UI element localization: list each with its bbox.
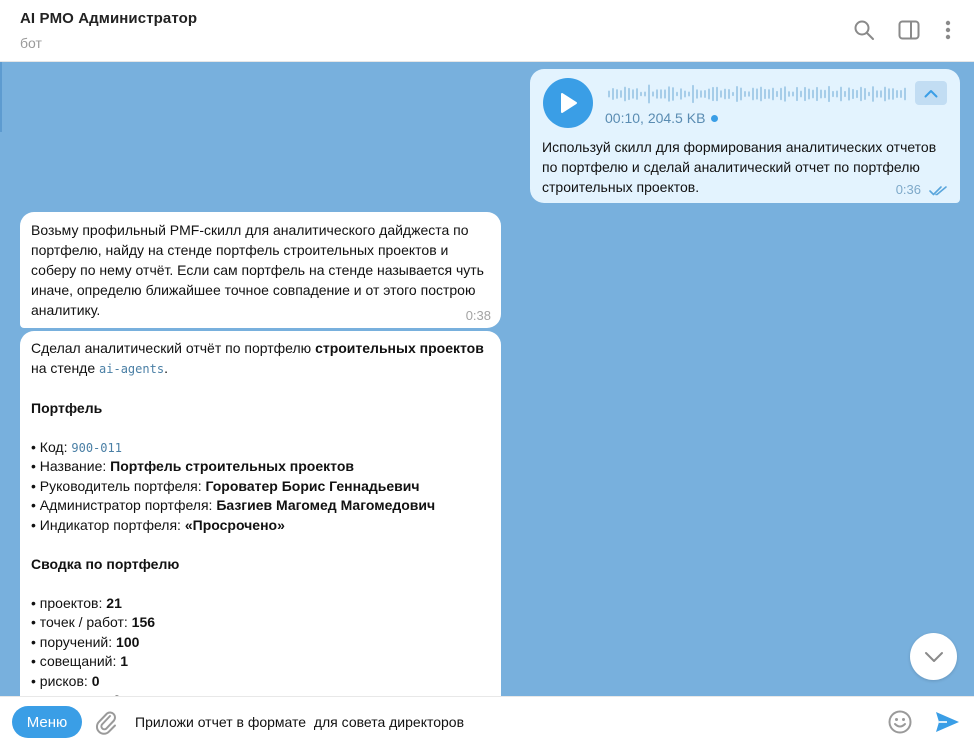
row-label: • Индикатор портфеля: [31,516,185,533]
row-value: Портфель строительных проектов [110,458,354,474]
row-value: 1 [120,653,129,669]
summary-heading-text: Сводка по портфелю [31,555,180,572]
waveform-bar [856,90,858,98]
voice-transcript: Используй скилл для формирования аналитических отчетов по портфелю и сделай аналитический отчет по портфелю строительных проектов. [542,139,937,195]
row-label: • поручений: [31,633,117,650]
waveform-bar [748,91,750,96]
waveform-bar [756,88,758,99]
row-label: • рисков: [31,672,92,689]
waveform-bar [720,90,722,98]
intro-end: . [164,359,168,376]
intro-text: Сделал аналитический отчёт по портфелю [31,340,316,356]
portfolio-row [31,457,493,477]
waveform-bar [708,88,710,99]
chat-subtitle: бот [20,35,42,51]
voice-waveform[interactable] [608,82,908,106]
waveform-bar [716,87,718,102]
waveform-bar [888,88,890,99]
row-label: • Администратор портфеля: [31,497,217,513]
waveform-bar [768,89,770,99]
waveform-bar [612,88,614,100]
waveform-bar [752,88,754,101]
stand-code[interactable]: ai-agents [99,361,165,376]
chat-area[interactable] [0,62,974,696]
waveform-bar [724,89,726,100]
transcript-collapse-button[interactable] [915,81,947,105]
summary-row [31,613,493,633]
waveform-bar [840,87,842,102]
row-label: • проектов: [31,594,107,611]
message-time: 0:36 [895,182,921,197]
waveform-bar [648,85,650,104]
play-icon [557,91,579,115]
message-input-bar [0,696,974,746]
waveform-bar [784,86,786,101]
portfolio-row [31,496,493,516]
waveform-bar [668,86,670,102]
summary-row [31,672,493,692]
incoming-report-message[interactable] [20,331,501,711]
waveform-bar [852,89,854,99]
waveform-bar [780,88,782,101]
waveform-bar [820,90,822,99]
row-label: • Руководитель портфеля: [31,477,206,494]
waveform-bar [836,91,838,98]
row-value: 156 [131,614,156,630]
waveform-bar [860,87,862,101]
waveform-bar [848,87,850,100]
waveform-bar [632,89,634,98]
chevron-up-icon [924,89,938,98]
waveform-bar [652,91,654,96]
incoming-message[interactable] [20,212,501,328]
row-value: Гороватер Борис Геннадьевич [205,477,420,494]
chevron-down-icon [924,651,944,663]
waveform-bar [904,88,906,101]
more-vertical-icon[interactable] [934,16,962,44]
row-value: 21 [106,594,122,611]
row-value: 0 [91,672,100,689]
unplayed-dot [711,115,718,122]
outgoing-voice-message[interactable] [530,69,960,203]
summary-row [31,652,493,672]
send-icon[interactable] [933,708,961,736]
search-icon[interactable] [850,16,878,44]
chat-header [0,0,974,62]
waveform-bar [896,90,898,98]
waveform-bar [656,89,658,99]
read-checkmarks-icon [929,185,949,196]
waveform-bar [628,88,630,100]
waveform-bar [620,90,622,98]
portfolio-row [31,516,493,536]
summary-heading [31,555,493,575]
row-label: • точек / работ: [31,614,132,630]
waveform-bar [880,90,882,97]
waveform-bar [808,88,810,99]
waveform-bar [688,92,690,97]
waveform-bar [872,86,874,102]
waveform-bar [884,87,886,102]
portfolio-row [31,438,493,458]
waveform-bar [740,88,742,101]
waveform-bar [696,89,698,98]
portfolio-code[interactable]: 900-011 [71,440,122,455]
attach-icon[interactable] [93,709,119,735]
intro-text-2: на стенде [31,359,100,376]
row-label: • Название: [31,458,111,474]
waveform-bar [672,87,674,101]
waveform-bar [772,88,774,101]
waveform-bar [704,90,706,98]
portfolio-row [31,477,493,497]
waveform-bar [660,89,662,99]
waveform-bar [636,88,638,100]
waveform-bar [824,90,826,98]
waveform-bar [616,89,618,99]
waveform-bar [804,87,806,101]
waveform-bar [644,91,646,96]
scroll-down-button[interactable] [910,633,957,680]
waveform-bar [776,91,778,97]
waveform-bar [764,89,766,99]
row-value: «Просрочено» [184,516,285,533]
voice-duration-size: 00:10, 204.5 KB [605,110,706,126]
waveform-bar [728,89,730,99]
waveform-bar [900,90,902,98]
waveform-bar [788,91,790,97]
waveform-bar [700,90,702,97]
waveform-bar [680,88,682,100]
intro-bold: строительных проектов [315,340,484,356]
row-value: Базгиев Магомед Магомедович [216,497,436,513]
waveform-bar [844,91,846,97]
portfolio-heading-text: Портфель [31,399,103,416]
portfolio-heading [31,399,493,419]
summary-row [31,633,493,653]
waveform-bar [624,87,626,102]
waveform-bar [796,87,798,101]
message-input[interactable] [135,709,865,735]
waveform-bar [712,87,714,101]
waveform-bar [800,91,802,98]
chat-edge [0,62,2,132]
waveform-bar [792,91,794,96]
row-label: • Код: [31,438,72,455]
waveform-bar [676,92,678,97]
waveform-bar [812,90,814,99]
waveform-bar [864,88,866,100]
waveform-bar [876,90,878,98]
play-button[interactable] [543,78,593,128]
waveform-bar [892,88,894,100]
waveform-bar [684,91,686,98]
menu-button[interactable]: Меню [12,706,82,738]
waveform-bar [732,92,734,96]
report-intro [31,339,493,379]
message-time: 0:38 [465,308,491,323]
row-value: 100 [116,633,140,650]
row-label: • совещаний: [31,653,121,669]
chat-title[interactable]: AI PMO Администратор [20,10,198,27]
voice-meta [605,110,718,126]
waveform-bar [816,87,818,101]
waveform-bar [692,85,694,103]
waveform-bar [744,91,746,97]
waveform-bar [832,91,834,97]
waveform-bar [640,92,642,96]
summary-row [31,594,493,614]
waveform-bar [868,92,870,96]
waveform-bar [664,89,666,98]
waveform-bar [736,86,738,102]
sidebar-toggle-icon[interactable] [895,16,923,44]
waveform-bar [828,86,830,102]
emoji-icon[interactable] [886,708,914,736]
waveform-bar [760,87,762,102]
message-text: Возьму профильный PMF-скилл для аналитического дайджеста по портфелю, найду на стенде портфель строительных проектов и соберу по нему отчёт. Если сам портфель на стенде называется чуть иначе, определю ближайшее точное совпадение и от этого построю аналитику. [31,222,484,318]
waveform-bar [608,91,610,98]
